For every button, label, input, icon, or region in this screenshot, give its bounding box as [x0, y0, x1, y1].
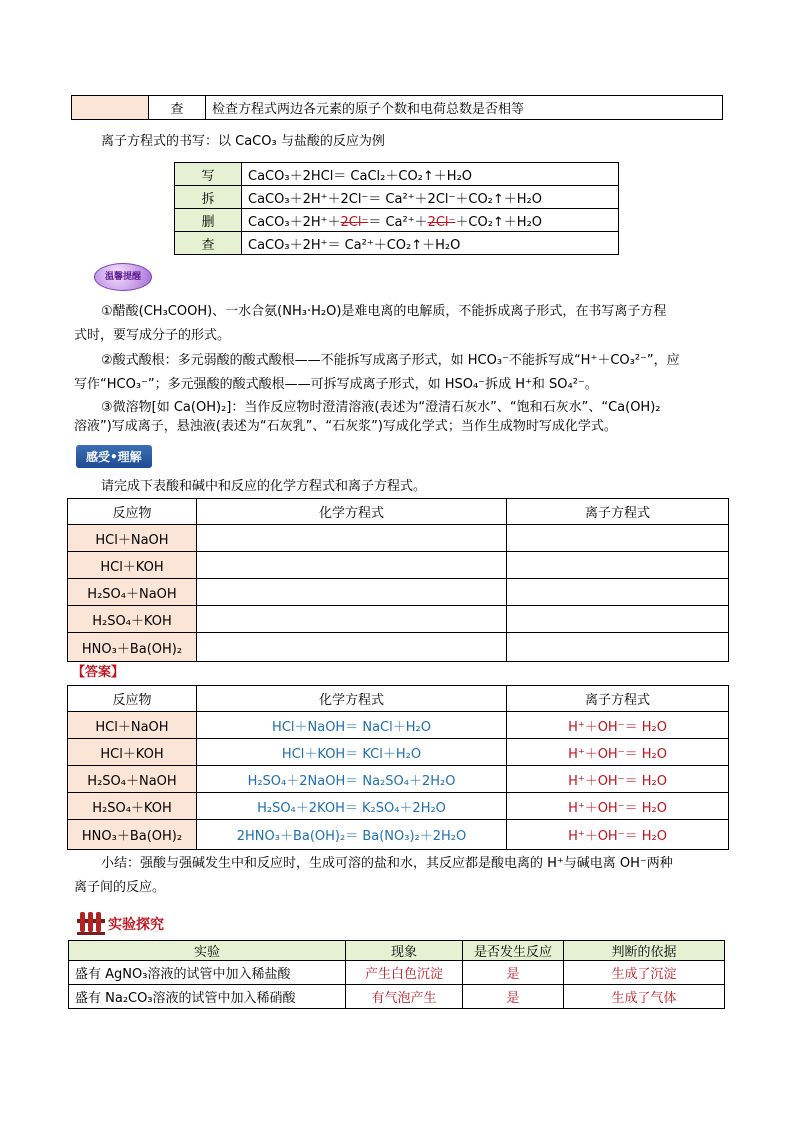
question-table: [67, 498, 729, 662]
tip-label: 温馨提醒: [104, 272, 141, 282]
reactant-cell: H₂SO₄＋NaOH: [68, 766, 197, 793]
section-badge: 感受•理解: [76, 445, 152, 468]
col-header: 反应物: [68, 686, 197, 712]
experiment-cell: 盛有 Na₂CO₃溶液的试管中加入稀硝酸: [69, 985, 346, 1009]
reaction-yes-cell: 是: [463, 961, 564, 985]
eq-part: CaCO₃＋2H⁺＋: [248, 214, 341, 230]
eq-part: ＝ Ca²⁺＋: [368, 214, 428, 230]
prompt-text: 请完成下表酸和碱中和反应的化学方程式和离子方程式。: [101, 479, 427, 494]
eq-struck-part: 2Cl⁻: [340, 214, 369, 230]
note-1b: 式时，要写成分子的形式。: [74, 328, 231, 343]
reaction-yes-cell: 是: [463, 985, 564, 1009]
tip-icon: [94, 263, 152, 291]
blank-cell: [197, 606, 507, 633]
reactant-cell: HCl＋NaOH: [68, 712, 197, 739]
chem-eq-cell: HCl＋KOH＝ KCl＋H₂O: [197, 739, 507, 766]
blank-cell: [197, 633, 507, 662]
step-equation: CaCO₃＋2H⁺＝ Ca²⁺＋CO₂↑＋H₂O: [242, 232, 619, 255]
ion-eq-cell: H⁺＋OH⁻＝ H₂O: [507, 820, 729, 850]
intro-text: 离子方程式的书写：以 CaCO₃ 与盐酸的反应为例: [101, 134, 385, 149]
top-cell-empty: [72, 96, 149, 120]
step-label: 查: [175, 232, 242, 255]
col-header: 离子方程式: [507, 686, 729, 712]
ion-eq-cell: H⁺＋OH⁻＝ H₂O: [507, 793, 729, 820]
blank-cell: [507, 525, 729, 552]
note-3b: 溶液”)写成离子，悬浊液(表述为“石灰乳”、“石灰浆”)写成化学式；当作生成物时写成化学式。: [74, 419, 617, 434]
step-equation: CaCO₃＋2HCl＝ CaCl₂＋CO₂↑＋H₂O: [242, 163, 619, 186]
step-equation: [242, 209, 619, 232]
col-header: 现象: [346, 941, 463, 961]
blank-cell: [507, 633, 729, 662]
blank-cell: [197, 579, 507, 606]
note-2b: 写作“HCO₃⁻”；多元强酸的酸式酸根——可拆写成离子形式，如 HSO₄⁻拆成 H⁺和 SO₄²⁻。: [74, 377, 598, 392]
answer-label: 【答案】: [72, 665, 125, 680]
phenomenon-cell: 产生白色沉淀: [346, 961, 463, 985]
reactant-cell: H₂SO₄＋KOH: [68, 793, 197, 820]
note-1a: ①醋酸(CH₃COOH)、一水合氨(NH₃·H₂O)是难电离的电解质，不能拆成离子形式，在书写离子方程: [101, 304, 667, 319]
note-2a: ②酸式酸根：多元弱酸的酸式酸根——不能拆写成离子形式，如 HCO₃⁻不能拆写成“H⁺＋CO₃²⁻”，应: [101, 353, 680, 368]
chem-eq-cell: H₂SO₄＋2KOH＝ K₂SO₄＋2H₂O: [197, 793, 507, 820]
step-label: 写: [175, 163, 242, 186]
chem-eq-cell: H₂SO₄＋2NaOH＝ Na₂SO₄＋2H₂O: [197, 766, 507, 793]
reactant-cell: HCl＋KOH: [68, 552, 197, 579]
blank-cell: [507, 606, 729, 633]
blank-cell: [197, 552, 507, 579]
ion-eq-cell: H⁺＋OH⁻＝ H₂O: [507, 739, 729, 766]
summary-b: 离子间的反应。: [74, 880, 166, 895]
summary-a: 小结：强酸与强碱发生中和反应时，生成可溶的盐和水，其反应都是酸电离的 H⁺与碱电离 OH⁻两种: [101, 856, 673, 871]
chem-eq-cell: 2HNO₃＋Ba(OH)₂＝ Ba(NO₃)₂＋2H₂O: [197, 820, 507, 850]
reactant-cell: H₂SO₄＋KOH: [68, 606, 197, 633]
reactant-cell: HNO₃＋Ba(OH)₂: [68, 820, 197, 850]
top-table: [71, 95, 723, 120]
blank-cell: [197, 525, 507, 552]
basis-cell: 生成了气体: [564, 985, 725, 1009]
col-header: 化学方程式: [197, 686, 507, 712]
experiment-table: [68, 940, 725, 1009]
chem-eq-cell: HCl＋NaOH＝ NaCl＋H₂O: [197, 712, 507, 739]
col-header: 化学方程式: [197, 499, 507, 525]
top-cell-step: 查: [149, 96, 206, 120]
test-tube-rack-icon: [76, 910, 106, 936]
step-label: 拆: [175, 186, 242, 209]
reactant-cell: HCl＋NaOH: [68, 525, 197, 552]
col-header: 实验: [69, 941, 346, 961]
col-header: 是否发生反应: [463, 941, 564, 961]
steps-table: [174, 162, 619, 255]
basis-cell: 生成了沉淀: [564, 961, 725, 985]
blank-cell: [507, 579, 729, 606]
top-cell-desc: 检查方程式两边各元素的原子个数和电荷总数是否相等: [206, 96, 723, 120]
blank-cell: [507, 552, 729, 579]
experiment-title: 实验探究: [108, 917, 164, 933]
step-equation: CaCO₃＋2H⁺＋2Cl⁻＝ Ca²⁺＋2Cl⁻＋CO₂↑＋H₂O: [242, 186, 619, 209]
phenomenon-cell: 有气泡产生: [346, 985, 463, 1009]
eq-struck-part: 2Cl⁻: [427, 214, 456, 230]
note-3a: ③微溶物[如 Ca(OH)₂]：当作反应物时澄清溶液(表述为“澄清石灰水”、“饱和石灰水”、“Ca(OH)₂: [101, 400, 661, 415]
reactant-cell: H₂SO₄＋NaOH: [68, 579, 197, 606]
col-header: 离子方程式: [507, 499, 729, 525]
col-header: 反应物: [68, 499, 197, 525]
ion-eq-cell: H⁺＋OH⁻＝ H₂O: [507, 712, 729, 739]
step-label: 删: [175, 209, 242, 232]
eq-part: ＋CO₂↑＋H₂O: [455, 214, 543, 230]
col-header: 判断的依据: [564, 941, 725, 961]
experiment-cell: 盛有 AgNO₃溶液的试管中加入稀盐酸: [69, 961, 346, 985]
reactant-cell: HCl＋KOH: [68, 739, 197, 766]
answer-table: [67, 685, 729, 850]
ion-eq-cell: H⁺＋OH⁻＝ H₂O: [507, 766, 729, 793]
reactant-cell: HNO₃＋Ba(OH)₂: [68, 633, 197, 662]
